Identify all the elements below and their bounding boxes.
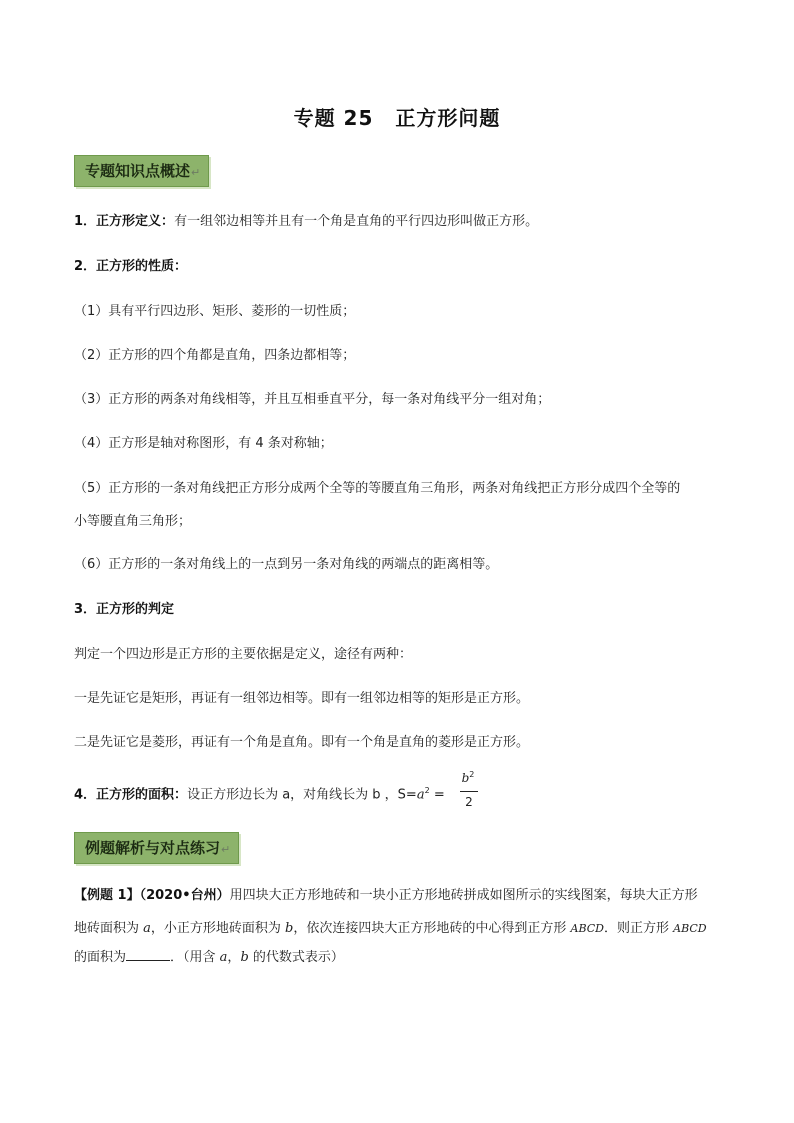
section-tag-label: 例题解析与对点练习	[85, 839, 221, 857]
properties-heading	[74, 257, 734, 277]
variable-b: b	[285, 921, 294, 936]
title-topic-number: 专题 25	[293, 106, 374, 130]
criteria-intro: 判定一个四边形是正方形的主要依据是定义，途径有两种：	[74, 647, 413, 662]
answer-blank[interactable]	[126, 948, 170, 961]
fraction-numerator-exponent: 2	[469, 770, 475, 779]
example-1-line-2	[74, 919, 734, 939]
area-variable-a: a	[416, 787, 425, 803]
example-text-2b: ，小正方形地砖面积为	[150, 921, 286, 936]
area-fraction-numerator	[458, 770, 478, 785]
example-tag: 【例题 1】	[74, 888, 140, 903]
area-formula-line	[74, 781, 734, 805]
definition-line	[74, 212, 734, 232]
section-tag-examples	[74, 832, 239, 864]
example-text-3a: 的面积为	[74, 950, 127, 965]
square-label-abcd: ABCD	[570, 922, 604, 935]
criteria-heading	[74, 600, 734, 620]
definition-text: 有一组邻边相等并且有一个角是直角的平行四边形叫做正方形。	[174, 214, 539, 229]
property-1: （1）具有平行四边形、矩形、菱形的一切性质；	[74, 304, 356, 319]
return-mark-icon: ↵	[221, 843, 231, 856]
area-exponent: 2	[424, 786, 430, 795]
fraction-numerator-b: b	[461, 771, 470, 785]
properties-heading-text: 2．正方形的性质：	[74, 259, 188, 274]
example-text-2a: 地砖面积为	[74, 921, 144, 936]
area-heading: 正方形的面积：	[96, 787, 188, 803]
square-label-abcd: ABCD	[673, 922, 707, 935]
example-text-1: 用四块大正方形地砖和一块小正方形地砖拼成如图所示的实线图案，每块大正方形	[229, 888, 698, 903]
area-fraction-denominator: 2	[465, 795, 473, 809]
property-5-line-1: （5）正方形的一条对角线把正方形分成两个全等的等腰直角三角形，两条对角线把正方形分成四个全等的	[74, 481, 681, 496]
example-source: （2020•台州）	[139, 888, 230, 903]
area-equals: =	[433, 787, 445, 803]
criteria-method-1: 一是先证它是矩形，再证有一组邻边相等。即有一组邻边相等的矩形是正方形。	[74, 691, 530, 706]
example-text-2d: ．则正方形	[603, 921, 674, 936]
area-text: 设正方形边长为 a，对角线长为 b ，S=	[187, 787, 417, 803]
section-tag-label: 专题知识点概述	[85, 162, 191, 180]
variable-a: a	[219, 950, 228, 965]
example-text-3b: ．（用含	[170, 950, 220, 965]
property-2: （2）正方形的四个角都是直角，四条边都相等；	[74, 348, 356, 363]
property-5-line-2: 小等腰直角三角形；	[74, 514, 192, 529]
area-number: 4．	[74, 787, 97, 803]
definition-number: 1．	[74, 214, 97, 229]
example-1-line-1	[74, 886, 734, 906]
definition-heading: 正方形定义：	[96, 214, 175, 229]
criteria-method-2: 二是先证它是菱形，再证有一个角是直角。即有一个角是直角的菱形是正方形。	[74, 735, 530, 750]
property-3: （3）正方形的两条对角线相等，并且互相垂直平分，每一条对角线平分一组对角；	[74, 392, 551, 407]
example-text-2c: ，依次连接四块大正方形地砖的中心得到正方形	[293, 921, 571, 936]
section-tag-knowledge-overview	[74, 155, 209, 187]
example-text-3c: ，	[227, 950, 241, 965]
variable-b: b	[240, 950, 249, 965]
fraction-bar	[460, 791, 478, 792]
variable-a: a	[143, 921, 151, 936]
property-6: （6）正方形的一条对角线上的一点到另一条对角线的两端点的距离相等。	[74, 557, 499, 572]
example-text-3d: 的代数式表示）	[248, 950, 344, 965]
return-mark-icon: ↵	[191, 166, 201, 179]
example-1-line-3	[74, 948, 734, 968]
title-topic-name: 正方形问题	[395, 106, 501, 130]
property-4: （4）正方形是轴对称图形，有 4 条对称轴；	[74, 436, 333, 451]
page-title	[0, 102, 794, 131]
criteria-heading-text: 3．正方形的判定	[74, 602, 175, 617]
